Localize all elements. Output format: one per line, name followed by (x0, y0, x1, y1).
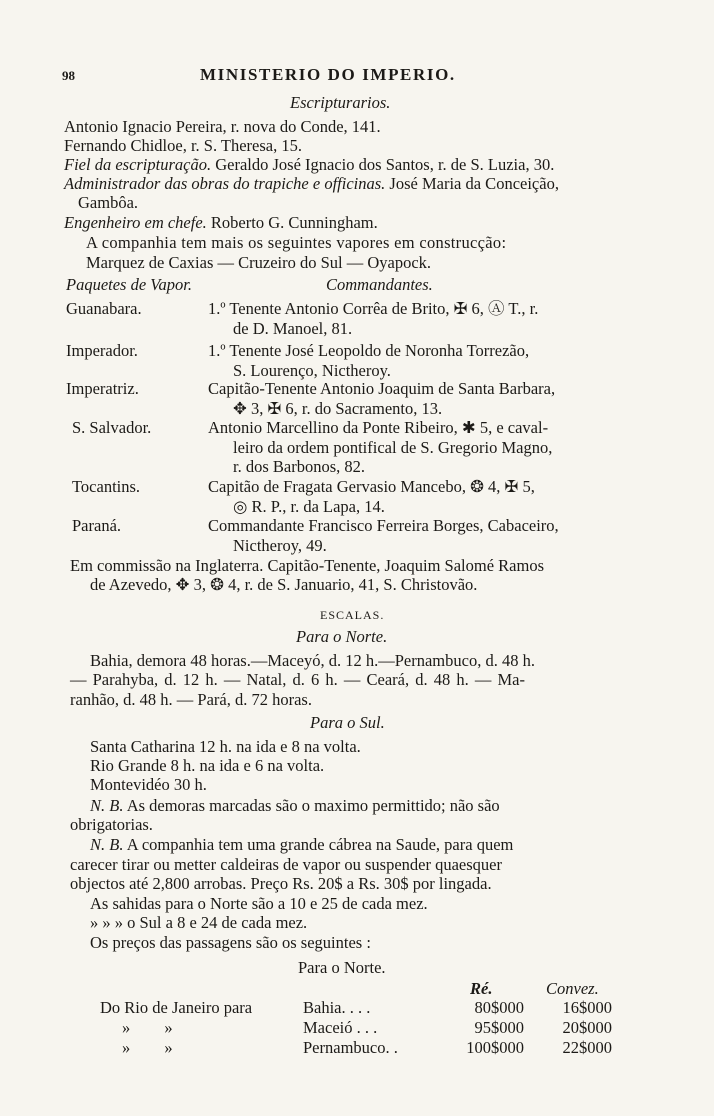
commander-entry (208, 418, 552, 477)
commander-line: 1.º Tenente José Leopoldo de Noronha Torrezão, (208, 341, 530, 360)
nb-note (90, 796, 500, 816)
fare-convez: 20$000 (562, 1018, 612, 1037)
commander-line: 1.º Tenente Antonio Corrêa de Brito, ✠ 6, Ⓐ T., r. (208, 299, 539, 318)
south-stops-line: Santa Catharina 12 h. na ida e 8 na volta. (90, 737, 361, 756)
official-entry (64, 155, 554, 175)
south-heading: Para o Sul. (310, 713, 385, 732)
commander-line: Commandante Francisco Ferreira Borges, Cabaceiro, (208, 516, 559, 535)
ship-name: Paraná. (72, 516, 122, 535)
fares-intro: Os preços das passagens são os seguintes : (90, 933, 371, 952)
commander-line: Capitão de Fragata Gervasio Mancebo, ❂ 4, ✠ 5, (208, 477, 535, 496)
north-stops-line: — Parahyba, d. 12 h. — Natal, d. 6 h. — Ceará, d. 48 h. — Ma- (70, 670, 525, 689)
fare-re: 100$000 (466, 1038, 524, 1057)
commander-entry (208, 341, 529, 380)
commander-line: Nictheroy, 49. (233, 535, 327, 555)
fare-route: Do Rio de Janeiro para (100, 998, 253, 1017)
departures-line: As sahidas para o Norte são a 10 e 25 de cada mez. (90, 894, 428, 913)
ship-name: S. Salvador. (72, 418, 152, 437)
south-stops-line: Montevidéo 30 h. (90, 775, 207, 794)
stops-heading: ESCALAS. (320, 608, 385, 622)
fare-convez: 22$000 (562, 1038, 612, 1057)
nb-label: N. B. (90, 835, 124, 854)
fare-route: » » (122, 1038, 173, 1057)
commander-entry (208, 299, 538, 338)
col-header-ships: Paquetes de Vapor. (66, 275, 193, 294)
ship-name: Guanabara. (66, 299, 142, 318)
staff-entry: Fernando Chidloe, r. S. Theresa, 15. (64, 136, 302, 155)
north-stops-line: ranhão, d. 48 h. — Pará, d. 72 horas. (70, 690, 312, 709)
commander-entry (208, 379, 555, 418)
fare-destination: Pernambuco. . (303, 1038, 398, 1057)
fare-route: » » (122, 1018, 173, 1037)
fares-heading: Para o Norte. (298, 958, 386, 977)
col-header-commanders: Commandantes. (326, 275, 433, 294)
nb-text: As demoras marcadas são o maximo permittido; não são (126, 796, 500, 815)
commander-line: Antonio Marcellino da Ponte Ribeiro, ✱ 5, e caval- (208, 418, 549, 437)
commander-line: leiro da ordem pontifical de S. Gregorio Magno, (233, 437, 553, 457)
fare-re: 95$000 (474, 1018, 524, 1037)
staff-entry: Antonio Ignacio Pereira, r. nova do Conde, 141. (64, 117, 381, 136)
official-entry (64, 213, 378, 233)
fare-destination: Bahia. . . . (303, 998, 371, 1017)
commander-entry (208, 477, 535, 516)
construction-ships: Marquez de Caxias — Cruzeiro do Sul — Oyapock. (86, 253, 432, 272)
nb-note (90, 835, 513, 855)
commander-line: ✥ 3, ✠ 6, r. do Sacramento, 13. (233, 398, 443, 418)
official-name: Geraldo José Ignacio dos Santos, r. de S. Luzia, 30. (215, 155, 555, 174)
ship-name: Imperatriz. (66, 379, 139, 398)
fare-destination: Maceió . . . (303, 1018, 378, 1037)
nb-text-cont: objectos até 2,800 arrobas. Preço Rs. 20$ a Rs. 30$ por lingada. (70, 874, 492, 893)
north-stops-line: Bahia, demora 48 horas.—Maceyó, d. 12 h.—Pernambuco, d. 48 h. (90, 651, 535, 670)
fare-re: 80$000 (474, 998, 524, 1017)
official-entry (64, 174, 559, 194)
fare-convez: 16$000 (562, 998, 612, 1017)
commander-entry (208, 516, 559, 555)
running-header: MINISTERIO DO IMPERIO. (200, 65, 456, 84)
nb-text-cont: carecer tirar ou metter caldeiras de vapor ou suspender quaesquer (70, 855, 502, 874)
commander-line: Capitão-Tenente Antonio Joaquim de Santa Barbara, (208, 379, 556, 398)
commander-line: ◎ R. P., r. da Lapa, 14. (233, 496, 385, 516)
official-name-cont: Gambôa. (78, 193, 139, 212)
nb-text-cont: obrigatorias. (70, 815, 153, 834)
commission-line: de Azevedo, ✥ 3, ❂ 4, r. de S. Januario, 41, S. Christovão. (90, 575, 478, 594)
commander-line: r. dos Barbonos, 82. (233, 457, 365, 476)
fare-col-convez: Convez. (546, 979, 599, 998)
commander-line: de D. Manoel, 81. (233, 318, 353, 338)
fare-col-re: Ré. (470, 979, 493, 998)
ship-name: Imperador. (66, 341, 138, 360)
official-name: José Maria da Conceição, (389, 174, 559, 193)
official-role: Fiel da escripturação. (64, 155, 212, 174)
official-role: Administrador das obras do trapiche e officinas. (64, 174, 386, 193)
construction-note: A companhia tem mais os seguintes vapores em construcção: (86, 233, 507, 252)
departures-line: » » » o Sul a 8 e 24 de cada mez. (90, 913, 308, 932)
south-stops-line: Rio Grande 8 h. na ida e 6 na volta. (90, 756, 325, 775)
page-number: 98 (62, 68, 75, 83)
official-role: Engenheiro em chefe. (64, 213, 207, 232)
section-heading: Escripturarios. (290, 93, 391, 112)
nb-label: N. B. (90, 796, 124, 815)
commander-line: S. Lourenço, Nictheroy. (233, 360, 391, 380)
north-heading: Para o Norte. (296, 627, 388, 646)
commission-line: Em commissão na Inglaterra. Capitão-Tenente, Joaquim Salomé Ramos (70, 556, 545, 575)
nb-text: A companhia tem uma grande cábrea na Saude, para quem (126, 835, 514, 854)
official-name: Roberto G. Cunningham. (210, 213, 378, 232)
ship-name: Tocantins. (72, 477, 141, 496)
